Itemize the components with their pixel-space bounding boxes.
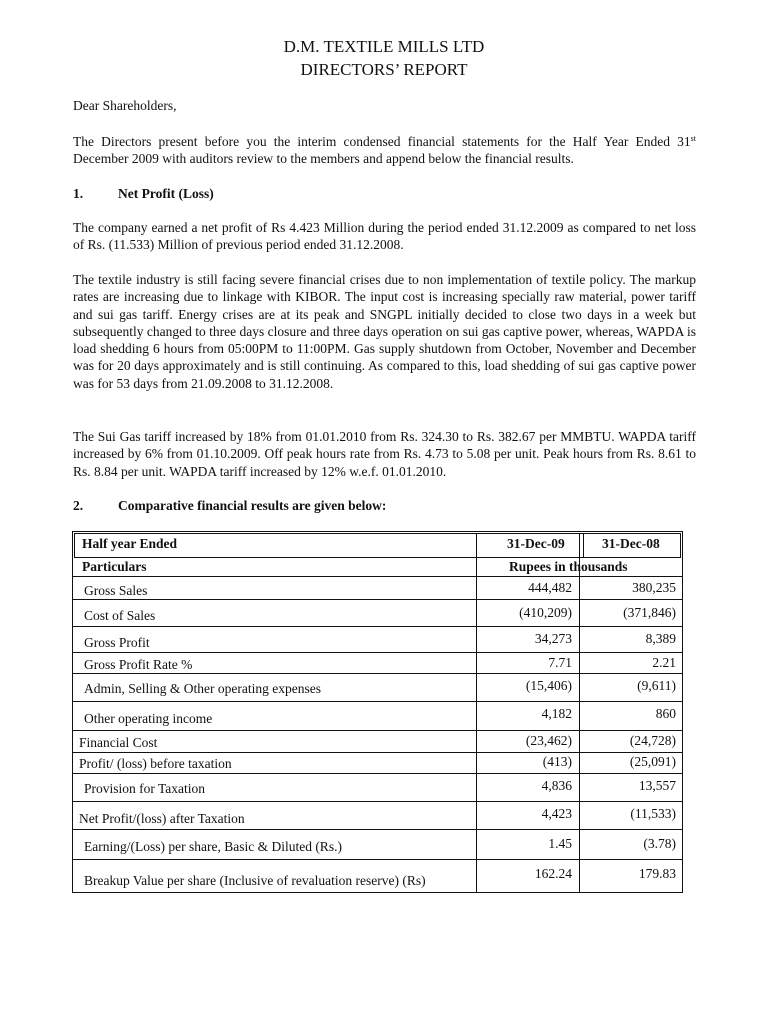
row-value-2008: (24,728) bbox=[629, 733, 676, 748]
financial-results-table bbox=[72, 531, 683, 893]
row-value-2008: 380,235 bbox=[632, 580, 676, 595]
header-label: Half year Ended bbox=[82, 536, 178, 551]
row-value-2009: 34,273 bbox=[534, 631, 572, 646]
row-label: Provision for Taxation bbox=[84, 781, 206, 796]
table-row-line bbox=[72, 652, 682, 653]
row-value-2008: (3.78) bbox=[643, 836, 676, 851]
row-value-2008: (9,611) bbox=[637, 678, 676, 693]
table-row-line bbox=[72, 730, 682, 731]
section-2-title: Comparative financial results are given below: bbox=[118, 498, 387, 513]
table-row-line bbox=[72, 773, 682, 774]
row-value-2009: 7.71 bbox=[548, 655, 572, 670]
units-label: Rupees in thousands bbox=[509, 559, 628, 574]
row-value-2009: 162.24 bbox=[534, 866, 572, 881]
intro-paragraph bbox=[73, 133, 696, 168]
row-label: Net Profit/(loss) after Taxation bbox=[79, 811, 245, 826]
table-row-line bbox=[72, 829, 682, 830]
salutation: Dear Shareholders, bbox=[73, 98, 177, 113]
intro-text-2: December 2009 with auditors review to the members and append below the financial results. bbox=[73, 151, 574, 167]
row-value-2009: 444,482 bbox=[528, 580, 572, 595]
table-row-line bbox=[72, 801, 682, 802]
row-value-2008: 2.21 bbox=[652, 655, 676, 670]
row-label: Cost of Sales bbox=[84, 608, 156, 623]
row-value-2008: 13,557 bbox=[638, 778, 676, 793]
row-label: Earning/(Loss) per share, Basic & Diluted (Rs.) bbox=[84, 839, 342, 854]
row-value-2009: (23,462) bbox=[525, 733, 572, 748]
table-row-line bbox=[72, 701, 682, 702]
row-value-2009: 4,836 bbox=[541, 778, 572, 793]
row-label: Profit/ (loss) before taxation bbox=[79, 756, 232, 771]
row-value-2009: (413) bbox=[542, 754, 572, 769]
table-column-divider bbox=[476, 533, 477, 893]
section-2-number: 2. bbox=[73, 498, 84, 513]
row-value-2009: 4,182 bbox=[541, 706, 572, 721]
section-1-heading bbox=[73, 185, 696, 202]
table-column-divider bbox=[583, 533, 584, 557]
table-column-divider bbox=[579, 533, 580, 893]
header-col-1: 31-Dec-09 bbox=[507, 536, 565, 551]
subheader-label: Particulars bbox=[82, 559, 147, 574]
company-name: D.M. TEXTILE MILLS LTD bbox=[283, 37, 485, 56]
intro-text-1: The Directors present before you the interim condensed financial statements for the Half Year Ended 31 bbox=[73, 134, 691, 149]
tariff-paragraph: The Sui Gas tariff increased by 18% from 01.01.2010 from Rs. 324.30 to Rs. 382.67 per MMBTU. WAPDA tariff increased by 6% from 01.10.2009. Off peak hours rate from Rs. 4.73 to 5.08 per unit. Peak hours from Rs. 8.61 to Rs. 8.84 per unit. WAPDA tariff increased by 12% w.e.f. 01.01.2010. bbox=[73, 429, 696, 479]
row-label: Other operating income bbox=[84, 711, 213, 726]
row-label: Gross Profit bbox=[84, 635, 150, 650]
row-value-2008: (25,091) bbox=[629, 754, 676, 769]
section-1-number: 1. bbox=[73, 186, 84, 201]
industry-paragraph: The textile industry is still facing severe financial crises due to non implementation of textile policy. The markup rates are increasing due to linkage with KIBOR. The input cost is increasing specially raw material, power tariff and sui gas tariff. Energy crises are at its peak and SNGPL initially decided to close two days in a week but subsequently changed to three days closure and three days operation on sui gas captive power, whereas, WAPDA is load shedding 6 hours from 05:00PM to 11:00PM. Gas supply shutdown from October, November and December was for 20 days approximately and is still continuing. As compared to this, load shedding of sui gas captive power was for 53 days from 21.09.2008 to 31.12.2008. bbox=[73, 272, 696, 391]
row-value-2008: 8,389 bbox=[645, 631, 676, 646]
table-row-line bbox=[72, 673, 682, 674]
row-value-2009: 4,423 bbox=[541, 806, 572, 821]
row-value-2008: 179.83 bbox=[638, 866, 676, 881]
table-row-line bbox=[72, 752, 682, 753]
table-subheader-line bbox=[72, 576, 682, 577]
row-label: Breakup Value per share (Inclusive of revaluation reserve) (Rs) bbox=[84, 873, 426, 888]
table-row-line bbox=[72, 626, 682, 627]
header-col-2: 31-Dec-08 bbox=[602, 536, 660, 551]
section-1-title: Net Profit (Loss) bbox=[118, 186, 214, 201]
row-value-2009: (410,209) bbox=[519, 605, 572, 620]
row-label: Admin, Selling & Other operating expenses bbox=[84, 681, 321, 696]
section-2-heading bbox=[73, 497, 696, 514]
row-value-2008: (371,846) bbox=[623, 605, 676, 620]
row-label: Financial Cost bbox=[79, 735, 158, 750]
intro-superscript: st bbox=[690, 134, 696, 143]
row-value-2008: 860 bbox=[655, 706, 676, 721]
table-row-line bbox=[72, 859, 682, 860]
row-label: Gross Sales bbox=[84, 583, 148, 598]
table-row-line bbox=[72, 599, 682, 600]
row-value-2008: (11,533) bbox=[630, 806, 676, 821]
report-title: DIRECTORS’ REPORT bbox=[300, 60, 468, 79]
row-value-2009: (15,406) bbox=[525, 678, 572, 693]
row-value-2009: 1.45 bbox=[548, 836, 572, 851]
net-profit-paragraph: The company earned a net profit of Rs 4.423 Million during the period ended 31.12.2009 as compared to net loss of Rs. (11.533) Million of previous period ended 31.12.2008. bbox=[73, 220, 696, 253]
row-label: Gross Profit Rate % bbox=[84, 657, 193, 672]
